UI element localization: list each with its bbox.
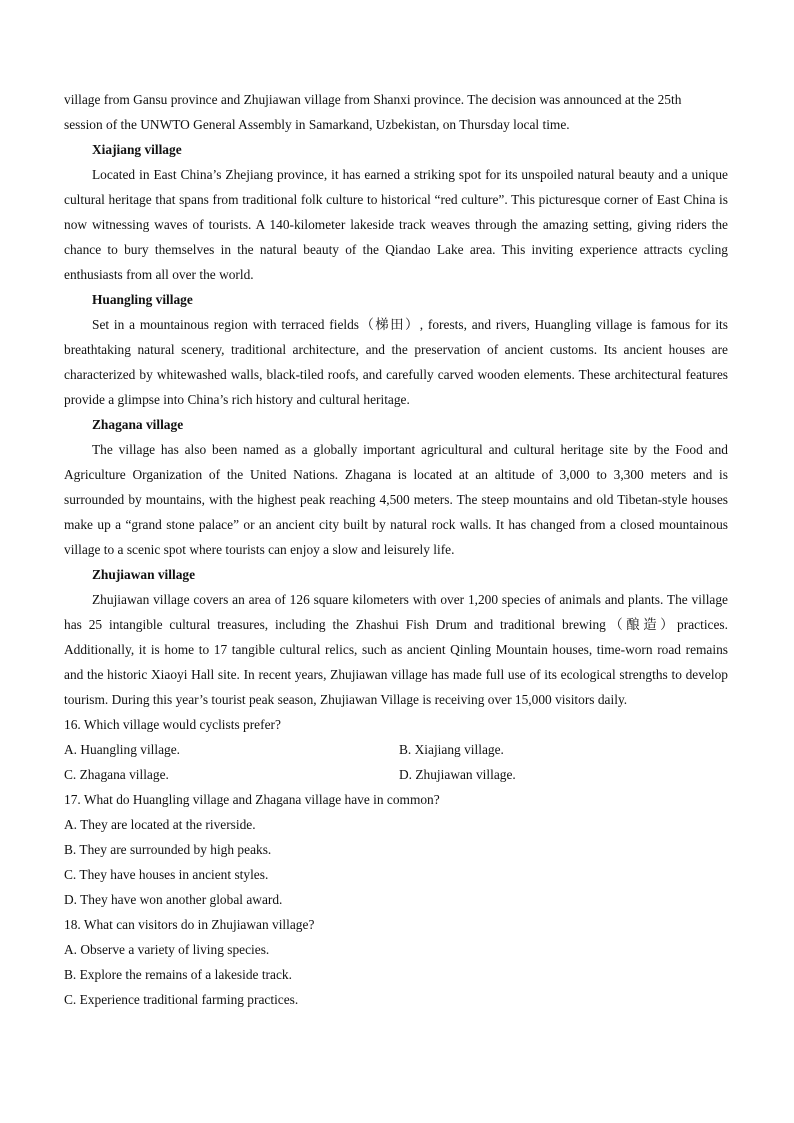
section-body-huangling: Set in a mountainous region with terraced fields（梯田）, forests, and rivers, Huangling village is famous for its breathtaking natural scenery, traditional architecture, and the preservation of ancient customs. Its ancient houses are characterized by whitewashed walls, black-tiled roofs, and carefully carved wooden elements. These architectural features provide a glimpse into China’s rich history and cultural heritage. <box>64 317 728 407</box>
question-17-stem: 17. What do Huangling village and Zhagana village have in common? <box>64 792 440 807</box>
section-heading-zhujiawan: Zhujiawan village <box>92 567 196 582</box>
section-heading-xiajiang: Xiajiang village <box>92 142 182 157</box>
section-body-zhujiawan: Zhujiawan village covers an area of 126 square kilometers with over 1,200 species of animals and plants. The village has 25 intangible cultural treasures, including the Zhashui Fish Drum and traditional brewing（酿造）practices. Additionally, it is home to 17 tangible cultural relics, such as ancient Qinling Mountain houses, time-worn road remains and the historic Xiaoyi Hall site. In recent years, Zhujiawan village has made full use of its ecological strengths to develop tourism. During this year’s tourist peak season, Zhujiawan Village is receiving over 15,000 visitors daily. <box>64 592 728 707</box>
section-body-zhagana: The village has also been named as a globally important agricultural and cultural heritage site by the Food and Agriculture Organization of the United Nations. Zhagana is located at an altitude of 3,000 to 3,300 meters and is surrounded by mountains, with the highest peak reaching 4,500 meters. The steep mountains and old Tibetan-style houses make up a “grand stone palace” or an ancient city built by natural rock walls. It has changed from a closed mountainous village to a scenic spot where tourists can enjoy a slow and leisurely life. <box>64 442 728 557</box>
question-18 <box>64 912 728 1012</box>
question-18-option-c[interactable]: C. Experience traditional farming practices. <box>64 992 299 1007</box>
question-17-option-a[interactable]: A. They are located at the riverside. <box>64 817 256 832</box>
question-17-option-b[interactable]: B. They are surrounded by high peaks. <box>64 842 272 857</box>
question-18-option-a[interactable]: A. Observe a variety of living species. <box>64 942 270 957</box>
section-heading-zhagana: Zhagana village <box>92 417 184 432</box>
question-18-stem: 18. What can visitors do in Zhujiawan village? <box>64 917 315 932</box>
question-17-option-d[interactable]: D. They have won another global award. <box>64 892 283 907</box>
question-17 <box>64 787 728 912</box>
section-heading-huangling: Huangling village <box>92 292 193 307</box>
intro-paragraph <box>64 87 728 137</box>
question-16-option-a[interactable]: A. Huangling village. <box>64 742 181 757</box>
question-16-options-row-2 <box>64 762 728 787</box>
question-16-option-c[interactable]: C. Zhagana village. <box>64 767 169 782</box>
question-16-option-d[interactable]: D. Zhujiawan village. <box>399 767 516 782</box>
question-17-option-c[interactable]: C. They have houses in ancient styles. <box>64 867 269 882</box>
question-16-stem: 16. Which village would cyclists prefer? <box>64 717 281 732</box>
exam-page <box>64 87 728 1012</box>
question-16 <box>64 712 728 787</box>
section-body-xiajiang: Located in East China’s Zhejiang province, it has earned a striking spot for its unspoiled natural beauty and a unique cultural heritage that spans from traditional folk culture to historical “red culture”. This picturesque corner of East China is now witnessing waves of tourists. A 140-kilometer lakeside track weaves through the amazing setting, giving riders the chance to bury themselves in the natural beauty of the Qiandao Lake area. This inviting experience attracts cycling enthusiasts from all over the world. <box>64 167 728 282</box>
question-16-option-b[interactable]: B. Xiajiang village. <box>399 742 504 757</box>
question-18-option-b[interactable]: B. Explore the remains of a lakeside track. <box>64 967 292 982</box>
intro-line-2: session of the UNWTO General Assembly in Samarkand, Uzbekistan, on Thursday local time. <box>64 117 570 132</box>
intro-line-1: village from Gansu province and Zhujiawan village from Shanxi province. The decision was announced at the 25th <box>64 92 682 107</box>
question-16-options-row-1 <box>64 737 728 762</box>
